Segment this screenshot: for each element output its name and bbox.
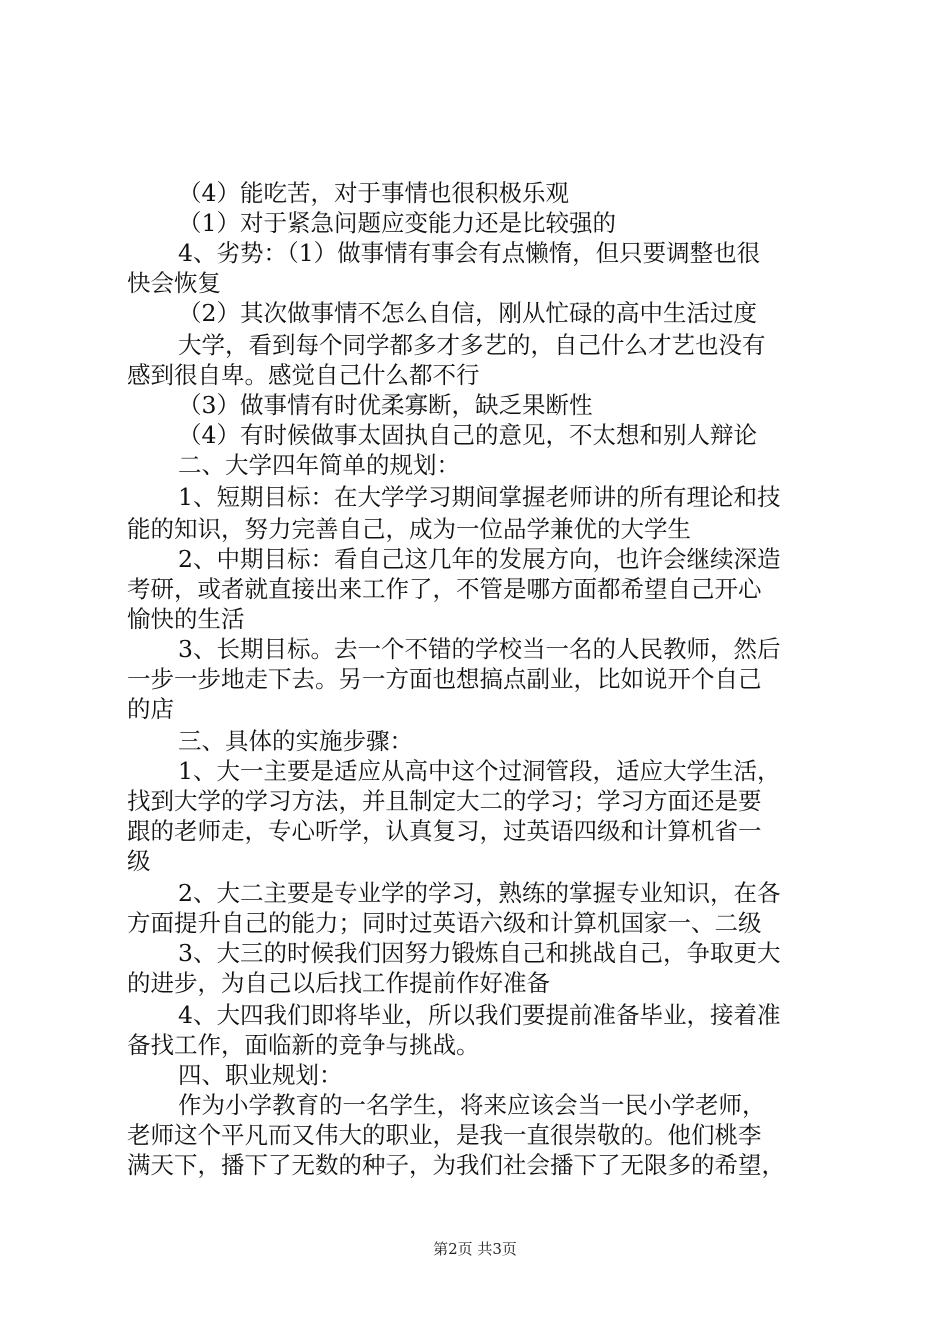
text-line: 3、大三的时候我们因努力锻炼自己和挑战自己，争取更大 — [178, 939, 781, 967]
text-line: 考研，或者就直接出来工作了，不管是哪方面都希望自己开心 — [127, 575, 762, 603]
section-heading: 二、大学四年简单的规划： — [178, 451, 460, 479]
text-line: （1）对于紧急问题应变能力还是比较强的 — [178, 209, 616, 237]
section-heading: 四、职业规划： — [178, 1061, 343, 1089]
text-line: 大学，看到每个同学都多才多艺的，自己什么才艺也没有 — [178, 331, 766, 359]
text-line: 2、大二主要是专业学的学习，熟练的掌握专业知识，在各 — [178, 879, 781, 907]
text-line: 感到很自卑。感觉自己什么都不行 — [127, 361, 480, 389]
text-line: 4、劣势：（1）做事情有事会有点懒惰，但只要调整也很 — [178, 239, 761, 267]
text-line: 2、中期目标：看自己这几年的发展方向，也许会继续深造 — [178, 545, 781, 573]
text-line: 找到大学的学习方法，并且制定大二的学习；学习方面还是要 — [127, 787, 762, 815]
text-line: 一步一步地走下去。另一方面也想搞点副业，比如说开个自己 — [127, 665, 762, 693]
text-line: 作为小学教育的一名学生，将来应该会当一民小学老师， — [178, 1091, 766, 1119]
text-line: 的进步，为自己以后找工作提前作好准备 — [127, 969, 550, 997]
text-line: 满天下，播下了无数的种子，为我们社会播下了无限多的希望， — [127, 1151, 785, 1179]
text-line: （3）做事情有时优柔寡断，缺乏果断性 — [178, 391, 593, 419]
text-line: 级 — [127, 847, 151, 875]
text-line: 的店 — [127, 695, 174, 723]
text-line: 备找工作，面临新的竞争与挑战。 — [127, 1031, 480, 1059]
text-line: 1、大一主要是适应从高中这个过洞管段，适应大学生活， — [178, 757, 781, 785]
text-line: 1、短期目标：在大学学习期间掌握老师讲的所有理论和技 — [178, 483, 781, 511]
section-heading: 三、具体的实施步骤： — [178, 727, 413, 755]
text-line: （4）能吃苦，对于事情也很积极乐观 — [178, 179, 569, 207]
text-line: 跟的老师走，专心听学，认真复习，过英语四级和计算机省一 — [127, 817, 762, 845]
text-line: （2）其次做事情不怎么自信，刚从忙碌的高中生活过度 — [178, 299, 757, 327]
text-line: 方面提升自己的能力；同时过英语六级和计算机国家一、二级 — [127, 909, 762, 937]
text-line: 快会恢复 — [127, 269, 221, 297]
text-line: 3、长期目标。去一个不错的学校当一名的人民教师，然后 — [178, 635, 781, 663]
page-number-footer: 第2页 共3页 — [433, 1240, 517, 1258]
text-line: （4）有时候做事太固执自己的意见，不太想和别人辩论 — [178, 421, 757, 449]
text-line: 愉快的生活 — [127, 605, 245, 633]
text-line: 老师这个平凡而又伟大的职业，是我一直很崇敬的。他们桃李 — [127, 1121, 762, 1149]
text-line: 4、大四我们即将毕业，所以我们要提前准备毕业，接着准 — [178, 1001, 781, 1029]
text-line: 能的知识，努力完善自己，成为一位品学兼优的大学生 — [127, 515, 691, 543]
